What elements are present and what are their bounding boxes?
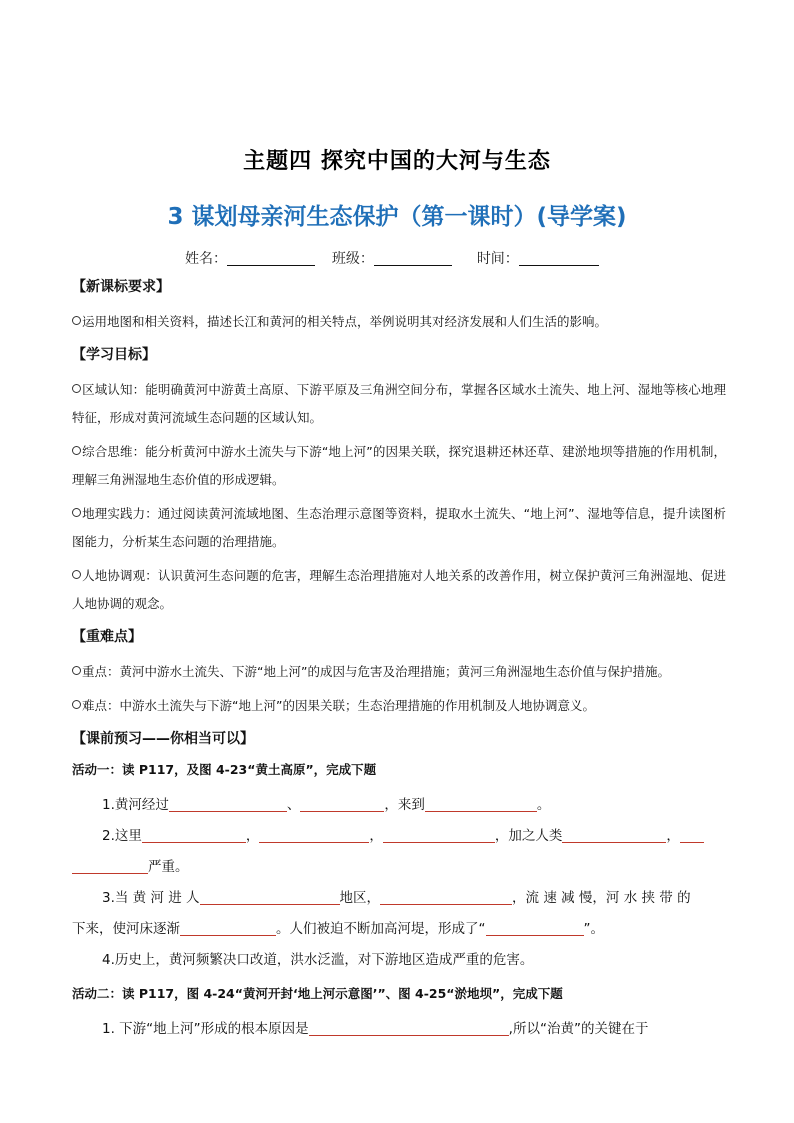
- goals-heading: 【学习目标】: [72, 347, 156, 363]
- activity1-title: 活动一：读 P117，及图 4-23“黄土高原”，完成下题: [72, 762, 377, 777]
- answer-blank[interactable]: [562, 827, 666, 843]
- activity1-question-1: 1.黄河经过 、 ，来到 。: [102, 797, 551, 813]
- answer-blank[interactable]: [169, 796, 287, 812]
- bullet-icon: [72, 508, 81, 517]
- curriculum-heading: 【新课标要求】: [72, 279, 170, 295]
- answer-blank[interactable]: [380, 889, 512, 905]
- activity1-question-4: 4.历史上，黄河频繁决口改道，洪水泛滥，对下游地区造成严重的危害。: [102, 952, 534, 968]
- lesson-title: 3 谋划母亲河生态保护（第一课时）(导学案): [167, 204, 627, 230]
- bullet-icon: [72, 570, 81, 579]
- goal-item: 综合思维：能分析黄河中游水土流失与下游“地上河”的因果关联，探究退耕还林还草、建淤地坝等措施的作用机制，理解三角洲湿地生态价值的形成逻辑。: [72, 444, 726, 487]
- key-point-item: 重点：黄河中游水土流失、下游“地上河”的成因与危害及治理措施；黄河三角洲湿地生态价值与保护措施。: [72, 658, 726, 686]
- activity2-question-1: 1. 下游“地上河”形成的根本原因是 ,所以“治黄”的关键在于: [102, 1021, 649, 1037]
- answer-blank[interactable]: [200, 889, 340, 905]
- bullet-icon: [72, 316, 81, 325]
- theme-title: 主题四 探究中国的大河与生态: [243, 149, 551, 174]
- answer-blank[interactable]: [383, 827, 495, 843]
- key-point-item: 难点：中游水土流失与下游“地上河”的因果关联；生态治理措施的作用机制及人地协调意义。: [72, 692, 726, 720]
- answer-blank[interactable]: [680, 827, 704, 843]
- answer-blank[interactable]: [486, 920, 584, 936]
- main-content: [72, 276, 726, 1045]
- name-field[interactable]: [227, 250, 315, 266]
- key-points-heading: 【重难点】: [72, 629, 142, 645]
- activity2-title: 活动二：读 P117，图 4-24“黄河开封‘地上河示意图’”、图 4-25“淤地坝”，完成下题: [72, 986, 563, 1001]
- bullet-icon: [72, 384, 81, 393]
- goal-item: 地理实践力：通过阅读黄河流域地图、生态治理示意图等资料，提取水土流失、“地上河”、湿地等信息，提升读图析图能力，分析某生态问题的治理措施。: [72, 506, 726, 549]
- bullet-icon: [72, 700, 81, 709]
- goal-item: 区域认知：能明确黄河中游黄土高原、下游平原及三角洲空间分布，掌握各区域水土流失、地上河、湿地等核心地理特征，形成对黄河流域生态问题的区域认知。: [72, 382, 726, 425]
- answer-blank[interactable]: [259, 827, 369, 843]
- activity1-question-2: 2.这里 ， ， ，加之人类 ，: [72, 821, 726, 852]
- activity1-question-3-cont: 下来，使河床逐渐 。人们被迫不断加高河堤，形成了“ ”。: [72, 921, 604, 937]
- activity1-question-3: 3.当 黄 河 进 人 地区， ，流 速 减 慢，河 水 挟 带 的: [102, 890, 691, 906]
- name-label: 姓名：: [185, 251, 227, 267]
- answer-blank[interactable]: [72, 858, 148, 874]
- time-label: 时间：: [476, 251, 519, 267]
- goal-item: 人地协调观：认识黄河生态问题的危害，理解生态治理措施对人地关系的改善作用，树立保护黄河三角洲湿地、促进人地协调的观念。: [72, 568, 726, 611]
- class-field[interactable]: [374, 250, 452, 266]
- activity1-question-2-cont: 严重。: [72, 852, 726, 883]
- student-info-row: [185, 248, 599, 268]
- answer-blank[interactable]: [425, 796, 537, 812]
- answer-blank[interactable]: [142, 827, 246, 843]
- answer-blank[interactable]: [300, 796, 384, 812]
- curriculum-item: 运用地图和相关资料，描述长江和黄河的相关特点，举例说明其对经济发展和人们生活的影响。: [72, 308, 726, 336]
- bullet-icon: [72, 446, 81, 455]
- time-field[interactable]: [519, 250, 599, 266]
- answer-blank[interactable]: [180, 920, 276, 936]
- answer-blank[interactable]: [309, 1020, 509, 1036]
- class-label: 班级：: [331, 251, 374, 267]
- preview-heading: 【课前预习——你相当可以】: [72, 731, 254, 747]
- bullet-icon: [72, 666, 81, 675]
